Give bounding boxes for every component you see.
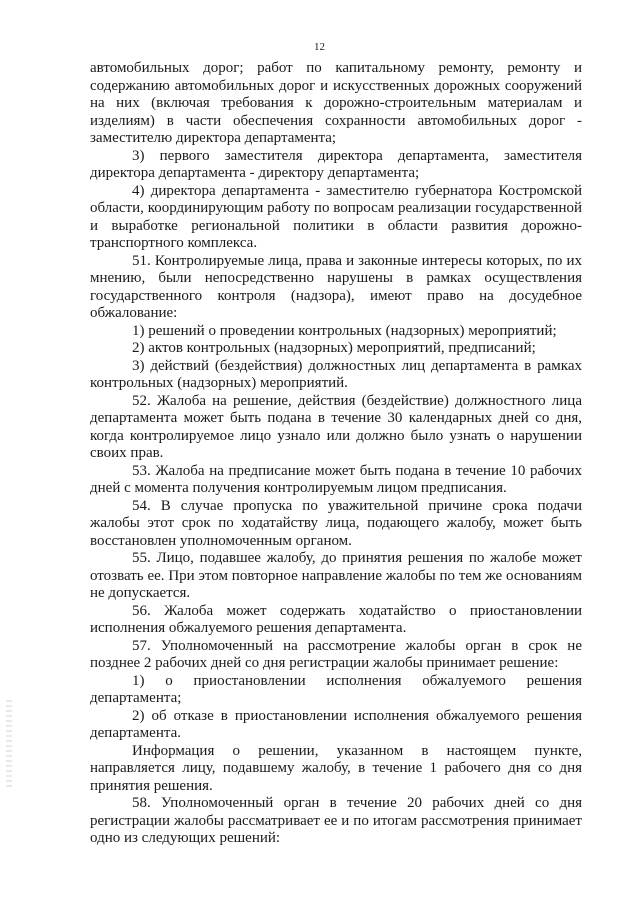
paragraph-continuation: автомобильных дорог; работ по капитальному ремонту, ремонту и содержанию автомобильных дорог и искусственных дорожных сооружений на них (включая требования к дорожно-строительным материалам и изделиям) в части обеспечения сохранности автомобильных дорог - заместителю директора департамента; <box>90 60 582 146</box>
paragraph-item-3: 3) первого заместителя директора департамента, заместителя директора департамента - директору департамента; <box>90 147 582 181</box>
paragraph-55: 55. Лицо, подавшее жалобу, до принятия решения по жалобе может отозвать ее. При этом повторное направление жалобы по тем же основаниям не допускается. <box>90 550 582 601</box>
paragraph-item-4: 4) директора департамента - заместителю губернатора Костромской области, координирующим работу по вопросам реализации государственной и выработке региональной политики в области развития дорожно-транспортного комплекса. <box>90 182 582 251</box>
paragraph-51-item-2: 2) актов контрольных (надзорных) мероприятий, предписаний; <box>132 340 536 356</box>
paragraph-51-item-3: 3) действий (бездействия) должностных лиц департамента в рамках контрольных (надзорных) мероприятий. <box>90 357 582 391</box>
paragraph-53: 53. Жалоба на предписание может быть подана в течение 10 рабочих дней с момента получения контролируемым лицом предписания. <box>90 462 582 496</box>
paragraph-56: 56. Жалоба может содержать ходатайство о приостановлении исполнения обжалуемого решения департамента. <box>90 602 582 636</box>
scan-margin-mark <box>6 700 12 790</box>
paragraph-57-item-1: 1) о приостановлении исполнения обжалуемого решения департамента; <box>90 672 582 706</box>
document-body <box>90 60 582 848</box>
paragraph-51: 51. Контролируемые лица, права и законные интересы которых, по их мнению, были непосредственно нарушены в рамках осуществления государственного контроля (надзора), имеют право на досудебное обжалование: <box>90 252 582 321</box>
paragraph-57-info: Информация о решении, указанном в настоящем пункте, направляется лицу, подавшему жалобу, в течение 1 рабочего дня со дня принятия решения. <box>90 742 582 794</box>
paragraph-52: 52. Жалоба на решение, действия (бездействие) должностного лица департамента может быть подана в течение 30 календарных дней со дня, когда контролируемое лицо узнало или должно было узнать о нарушении своих прав. <box>90 392 582 461</box>
paragraph-57: 57. Уполномоченный на рассмотрение жалобы орган в срок не позднее 2 рабочих дней со дня регистрации жалобы принимает решение: <box>90 637 582 671</box>
paragraph-58: 58. Уполномоченный орган в течение 20 рабочих дней со дня регистрации жалобы рассматривает ее и по итогам рассмотрения принимает одно из следующих решений: <box>90 795 582 846</box>
page-number: 12 <box>314 41 325 53</box>
paragraph-57-item-2: 2) об отказе в приостановлении исполнения обжалуемого решения департамента. <box>90 707 582 741</box>
paragraph-51-item-1: 1) решений о проведении контрольных (надзорных) мероприятий; <box>132 322 557 339</box>
paragraph-54: 54. В случае пропуска по уважительной причине срока подачи жалобы этот срок по ходатайству лица, подающего жалобу, может быть восстановлен уполномоченным органом. <box>90 497 582 549</box>
